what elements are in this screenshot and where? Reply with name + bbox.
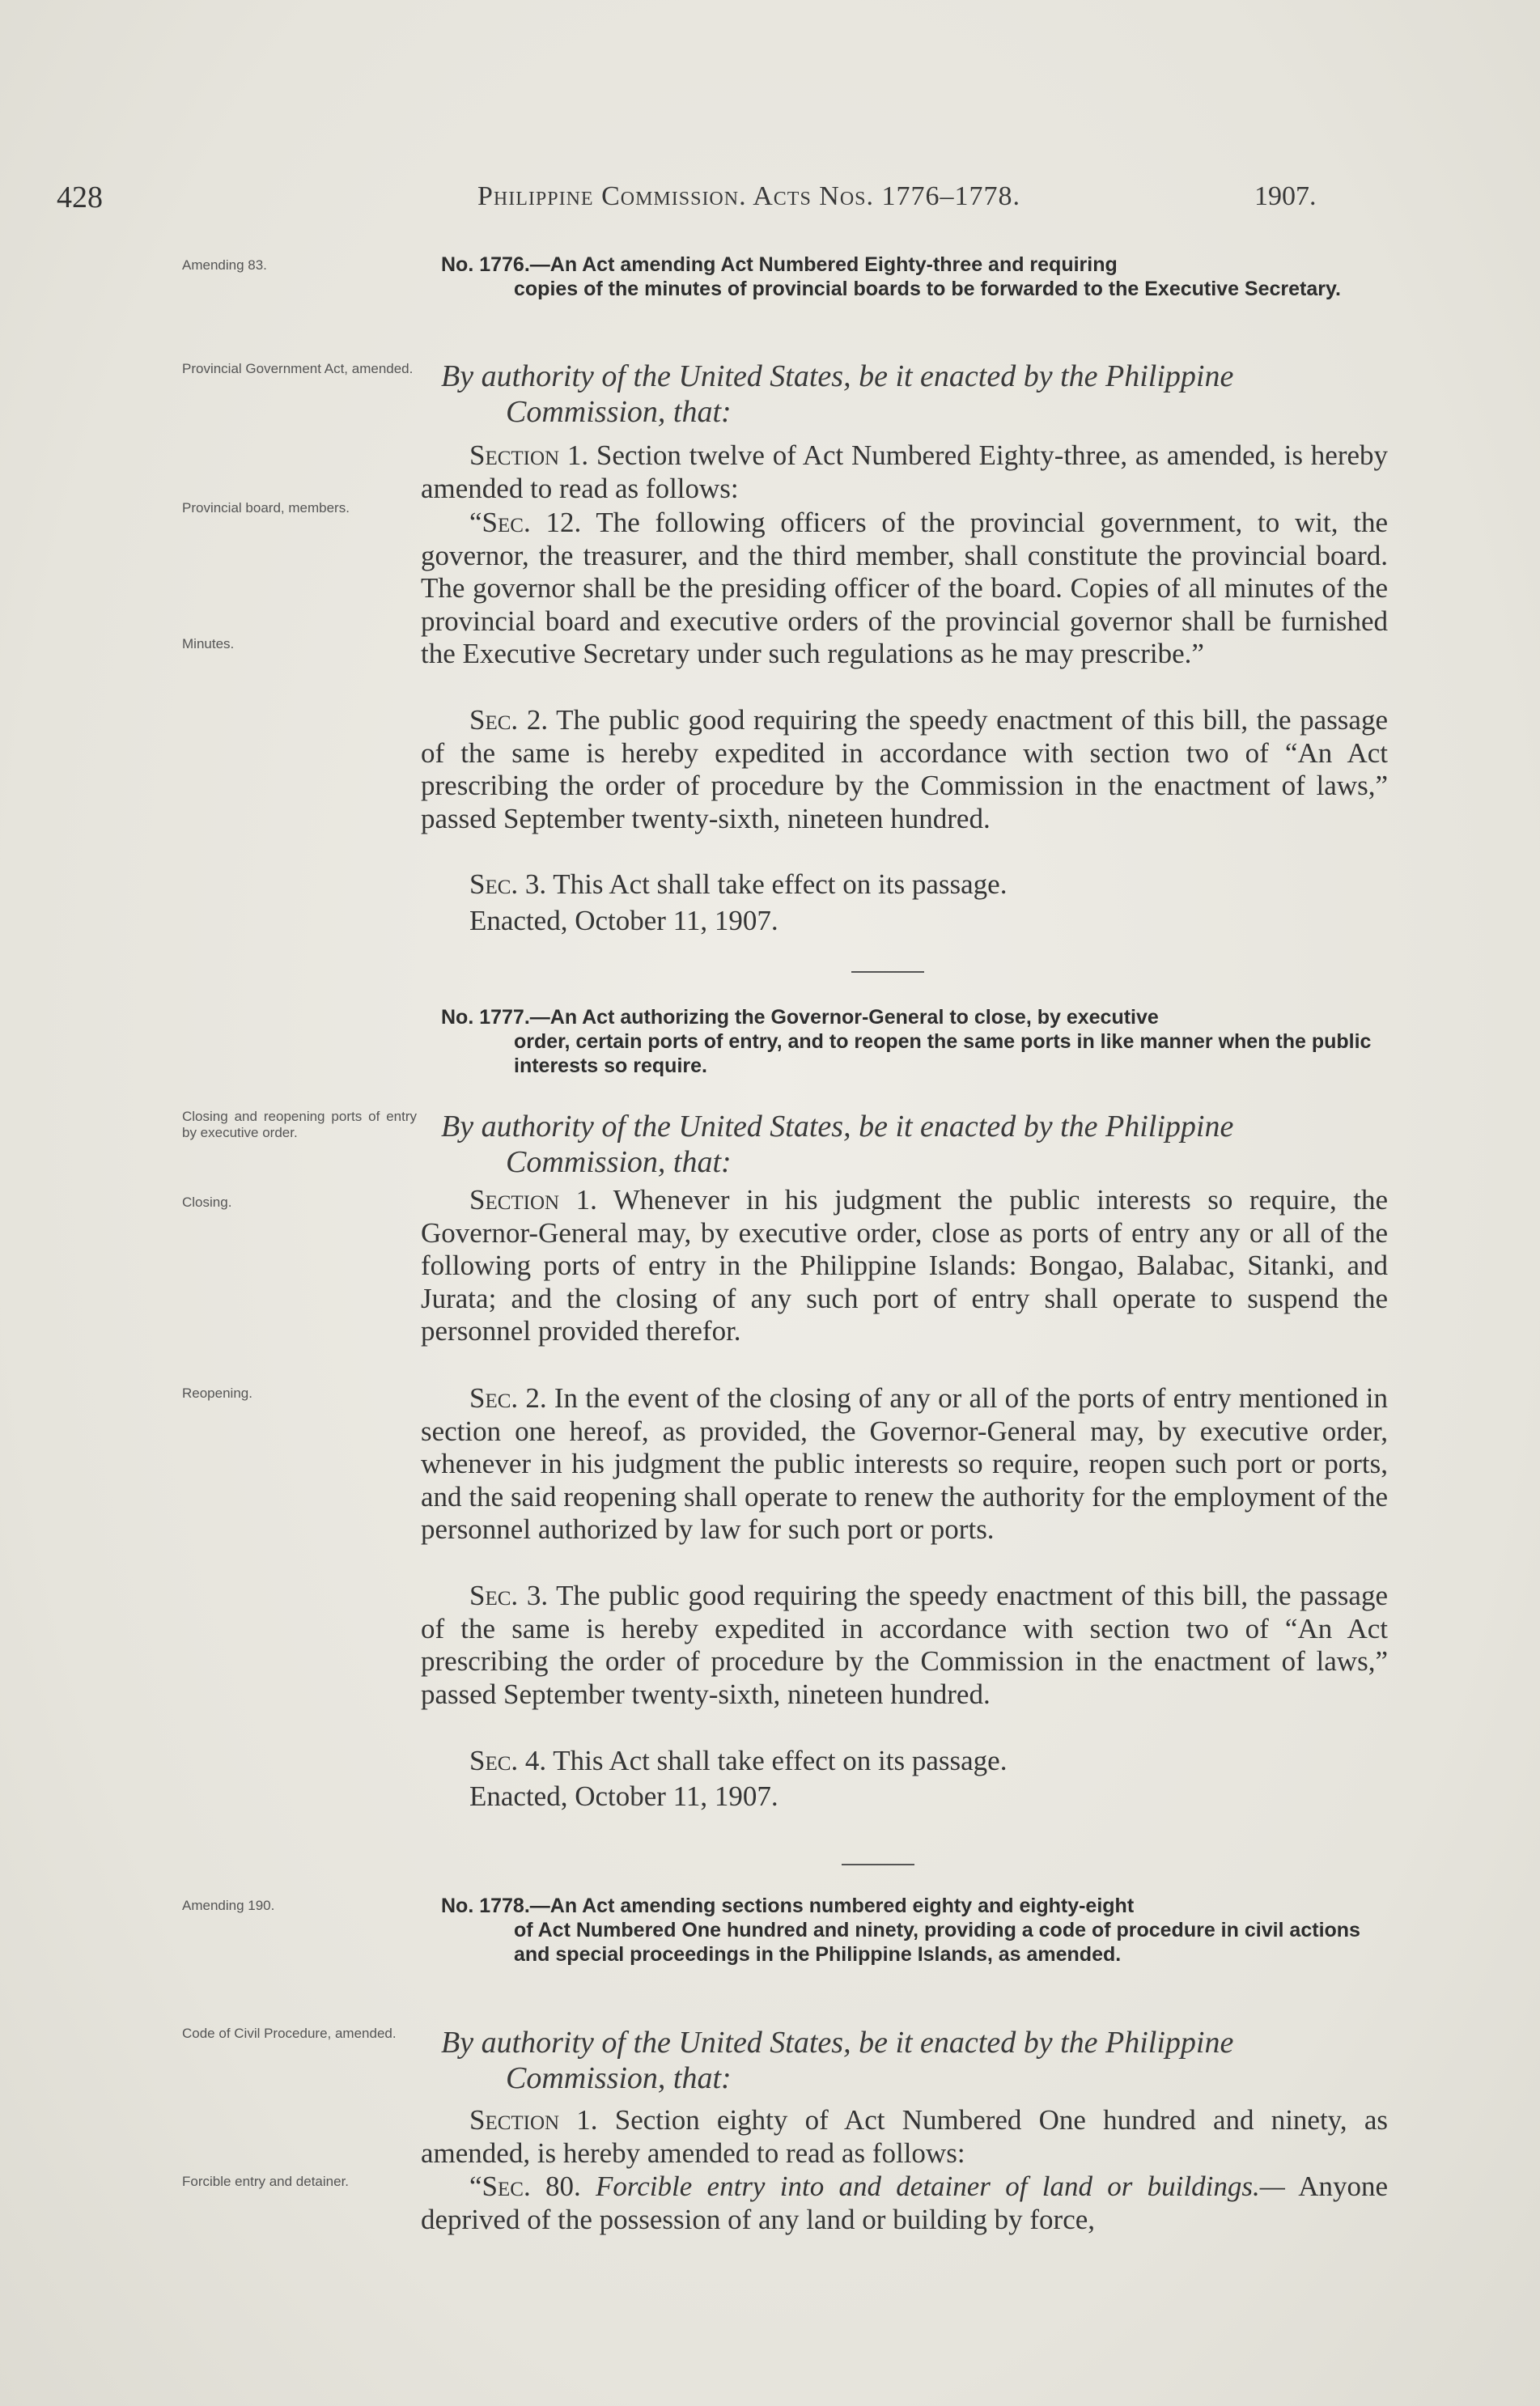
section-text: Anyone deprived of the possession of any land or building by force, [421,2170,1389,2235]
act-1776-enacting-first: By authority of the United States, be it enacted by the Philippine [441,359,1234,393]
act-1776-heading-rest: copies of the minutes of provincial boards to be forwarded to the Executive Secretary. [514,278,1341,300]
margin-note-forcible-entry: Forcible entry and detainer. [182,2174,350,2189]
margin-note-provincial-board: Provincial board, members. [182,500,350,516]
act-1776-heading [441,252,1392,301]
margin-note-minutes: Minutes. [182,636,235,651]
section-label: Sec. 2. [469,704,549,736]
section-text: Whenever in his judgment the public interests so require, the Governor-General may, by executive order, close as ports of entry any or all of the following ports of entry in the Philippine Islands: Bongao, Balabac, Sitanki, and Jurata; and the closing of any such port of entry shall operate to suspend the personnel provided therefor. [421,1184,1388,1347]
section-text: The public good requiring the speedy enactment of this bill, the passage of the same is hereby expedited in accordance with section two of “An Act prescribing the order of procedure by the Commission in the enactment of laws,” passed September twenty-sixth, nineteen hundred. [421,1580,1389,1710]
running-year: 1907. [1254,181,1317,211]
act-1778-heading-rest: of Act Numbered One hundred and ninety, providing a code of procedure in civil actions and special proceedings in the Philippine Islands, as amended. [514,1919,1360,1966]
act-1778-section-1 [421,2104,1388,2170]
section-label: Sec. 2. [469,1382,547,1414]
section-title: Forcible entry into and detainer of land or buildings.— [596,2170,1285,2202]
act-1777-heading-first: No. 1777.—An Act authorizing the Governor-General to close, by executive [441,1006,1159,1029]
act-1776-sec-2 [421,704,1388,835]
section-label: Sec. 3. [469,868,547,900]
act-1777-enacting-first: By authority of the United States, be it enacted by the Philippine [441,1110,1234,1144]
act-1777-enacting-clause [441,1109,1392,1180]
act-1776-sec-12 [421,507,1388,671]
section-text: Section twelve of Act Numbered Eighty-three, as amended, is hereby amended to read as follows: [421,439,1389,504]
section-label: Sec. 3. [469,1580,549,1611]
running-head [57,180,1416,220]
act-1777-heading-rest: order, certain ports of entry, and to reopen the same ports in like manner when the public interests so require. [514,1030,1372,1077]
act-1777-heading [441,1005,1392,1078]
margin-note-amending-190: Amending 190. [182,1898,275,1913]
margin-note-closing-reopening: Closing and reopening ports of entry by executive order. [182,1109,417,1140]
act-1777-sec-4 [469,1745,1007,1777]
act-1778-enacting-clause [441,2025,1392,2096]
page-number: 428 [57,180,103,214]
section-text: The public good requiring the speedy enactment of this bill, the passage of the same is hereby expedited in accordance with section two of “An Act prescribing the order of procedure by the Commission in the enactment of laws,” passed September twenty-sixth, nineteen hundred. [421,704,1389,834]
act-1777-sec-3 [421,1580,1388,1711]
margin-note-closing: Closing. [182,1195,232,1210]
margin-note-amending-83: Amending 83. [182,257,267,273]
act-1778-enacting-rest: Commission, that: [506,2061,732,2095]
section-label: “Sec. 12. [469,507,582,538]
act-1776-enacting-clause [441,359,1392,430]
act-1778-enacting-first: By authority of the United States, be it enacted by the Philippine [441,2026,1234,2060]
section-text: This Act shall take effect on its passage. [553,1745,1008,1776]
act-1776-heading-first: No. 1776.—An Act amending Act Numbered Eighty-three and requiring [441,253,1118,276]
section-text: This Act shall take effect on its passage. [553,868,1008,900]
act-1778-sec-80 [421,2170,1388,2236]
act-1778-heading-first: No. 1778.—An Act amending sections numbered eighty and eighty-eight [441,1895,1135,1917]
section-label: Section 1. [469,439,589,471]
section-divider [842,1864,914,1865]
section-text: In the event of the closing of any or all of the ports of entry mentioned in section one hereof, as provided, the Governor-General may, by executive order, whenever in his judgment the public interests so require, reopen such port or ports, and the said reopening shall operate to renew the authority for the employment of the personnel authorized by law for such port or ports. [421,1382,1388,1545]
act-1777-section-1 [421,1184,1388,1348]
act-1777-sec-2 [421,1382,1388,1547]
act-1776-enacted-date: Enacted, October 11, 1907. [469,905,778,936]
section-label: Section 1. [469,2104,598,2136]
section-text: Section eighty of Act Numbered One hundred and ninety, as amended, is hereby amended to read as follows: [421,2104,1388,2169]
act-1777-enacted-date: Enacted, October 11, 1907. [469,1780,778,1812]
margin-note-provincial-government: Provincial Government Act, amended. [182,361,414,376]
margin-note-code-civil-procedure: Code of Civil Procedure, amended. [182,2026,397,2041]
section-text: The following officers of the provincial government, to wit, the governor, the treasurer, and the third member, shall constitute the provincial board. The governor shall be the presiding officer of the board. Copies of all minutes of the provincial board and executive orders of the provincial governor shall be furnished the Executive Secretary under such regulations as he may prescribe.” [421,507,1388,669]
section-label: “Sec. 80. [469,2170,581,2202]
act-1776-sec-3 [469,868,1007,901]
section-label: Section 1. [469,1184,597,1216]
act-1777-enacting-rest: Commission, that: [506,1145,732,1179]
act-1778-heading [441,1894,1392,1967]
act-1776-enacting-rest: Commission, that: [506,395,732,429]
section-divider [851,971,924,973]
section-label: Sec. 4. [469,1745,547,1776]
running-title: Philippine Commission. Acts Nos. 1776–1778. [477,181,1021,211]
margin-note-reopening: Reopening. [182,1385,252,1401]
act-1776-section-1 [421,439,1388,505]
